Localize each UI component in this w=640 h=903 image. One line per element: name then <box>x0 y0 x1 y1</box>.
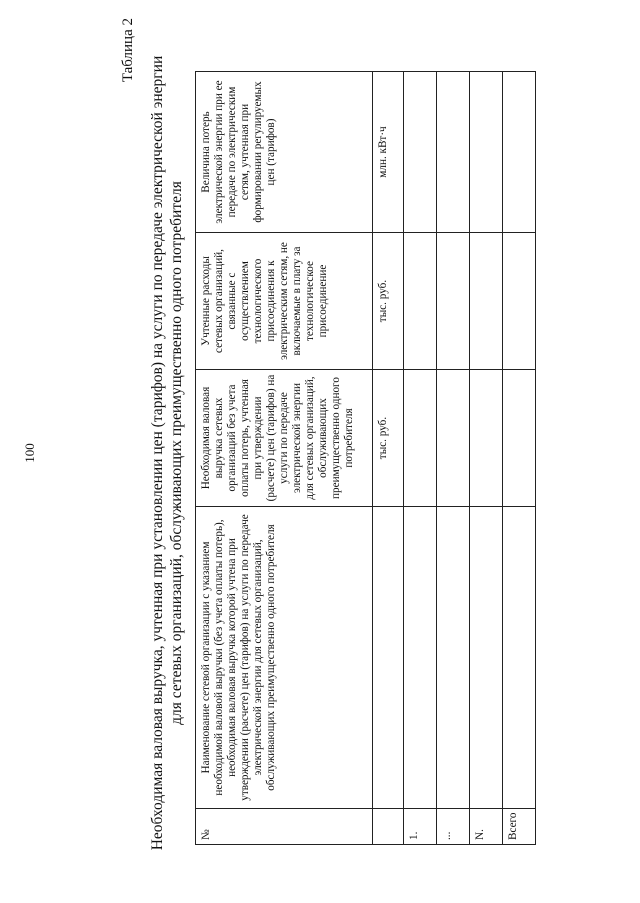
table-row <box>437 72 470 845</box>
row-label: Всего <box>503 809 536 845</box>
row-label: 1. <box>404 809 437 845</box>
unit-cell <box>373 507 404 809</box>
table-cell <box>404 72 437 233</box>
unit-cell: млн. кВт·ч <box>373 72 404 233</box>
table-cell <box>470 507 503 809</box>
table-cell <box>503 370 536 507</box>
data-table <box>195 71 536 845</box>
header-org-name: Наименование сетевой организации с указанием необходимой валовой выручки (без учета оплаты потерь), необходимая валовая выручка которой учтена при утверждении (расчете) цен (тарифов) на услуги по передаче электрической энергии для сетевых организаций, обслуживающих преимущественно одного потребителя <box>196 507 373 809</box>
table-cell <box>404 233 437 370</box>
table-row <box>404 72 437 845</box>
unit-cell: тыс. руб. <box>373 233 404 370</box>
unit-cell <box>373 809 404 845</box>
row-label: N. <box>470 809 503 845</box>
total-row <box>503 72 536 845</box>
table-cell <box>404 507 437 809</box>
row-label: ... <box>437 809 470 845</box>
table-row <box>470 72 503 845</box>
table-cell <box>503 72 536 233</box>
page-number: 100 <box>22 443 37 463</box>
table-cell <box>503 507 536 809</box>
table-title: Необходимая валовая выручка, учтенная при установлении цен (тарифов) на услуги по передаче электрической энергии для сетевых организаций, обслуживающих преимущественно одного потребителя <box>149 55 185 851</box>
table-cell <box>437 72 470 233</box>
table-cell <box>404 370 437 507</box>
table-cell <box>437 507 470 809</box>
header-connection-costs: Учтенные расходы сетевых организаций, связанные с осуществлением технологического присоединения к электрическим сетям, не включаемые в плату за технологическое присоединение <box>196 233 373 370</box>
table-cell <box>437 370 470 507</box>
unit-cell: тыс. руб. <box>373 370 404 507</box>
header-revenue: Необходимая валовая выручка сетевых организаций без учета оплаты потерь, учтенная при утверждении (расчете) цен (тарифов) на услуги по передаче электрической энергии для сетевых организаций, обслуживающих преимущественно одного потребителя <box>196 370 373 507</box>
table-cell <box>503 233 536 370</box>
header-energy-losses: Величина потерь электрической энергии при ее передаче по электрическим сетям, учтенная при формировании регулируемых цен (тарифов) <box>196 72 373 233</box>
table-cell <box>470 233 503 370</box>
table-label: Таблица 2 <box>120 18 136 83</box>
header-row <box>196 72 373 845</box>
units-row <box>373 72 404 845</box>
header-number: № <box>196 809 373 845</box>
table-cell <box>470 72 503 233</box>
table-cell <box>437 233 470 370</box>
table-cell <box>470 370 503 507</box>
